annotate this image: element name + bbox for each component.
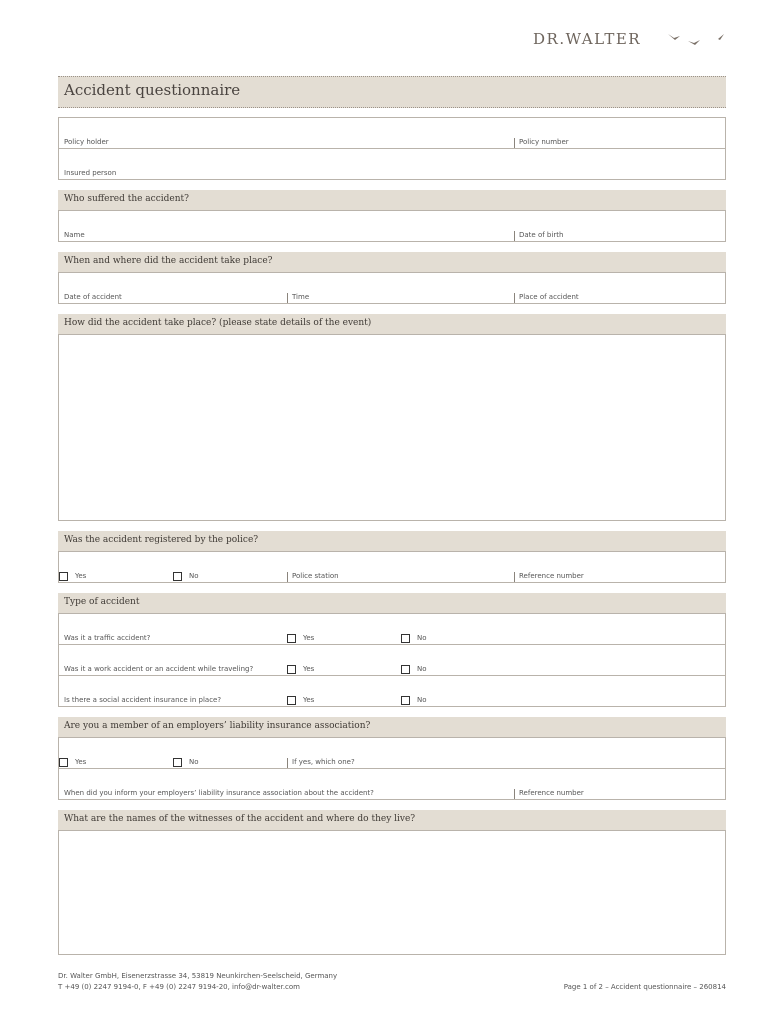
field-separator	[514, 572, 515, 582]
section-title-type: Type of accident	[64, 597, 140, 607]
social-insurance-question: Is there a social accident insurance in place?	[64, 696, 222, 704]
who-block	[58, 210, 726, 242]
employer-which-field[interactable]: If yes, which one?	[292, 758, 355, 766]
field-separator	[514, 138, 515, 148]
employer-yes-checkbox[interactable]	[59, 758, 68, 767]
employer-informed-date-field[interactable]: When did you inform your employers’ liability insurance association about the accident?	[64, 789, 374, 797]
police-no-label: No	[189, 572, 199, 580]
section-title-witnesses: What are the names of the witnesses of the accident and where do they live?	[64, 814, 416, 824]
work-yes-checkbox[interactable]	[287, 665, 296, 674]
accident-details-textarea[interactable]	[58, 334, 726, 521]
date-of-accident-field[interactable]: Date of accident	[64, 293, 122, 301]
social-no-label: No	[417, 696, 427, 704]
page-title: Accident questionnaire	[64, 81, 241, 99]
policy-holder-field[interactable]: Policy holder	[64, 138, 109, 146]
field-separator	[514, 789, 515, 799]
traffic-yes-label: Yes	[303, 634, 315, 642]
policy-number-field[interactable]: Policy number	[519, 138, 569, 146]
police-block	[58, 551, 726, 583]
divider	[58, 768, 726, 769]
section-title-who: Who suffered the accident?	[64, 194, 189, 204]
when-block	[58, 272, 726, 304]
time-field[interactable]: Time	[292, 293, 310, 301]
field-separator	[287, 758, 288, 768]
birds-icon	[666, 30, 728, 48]
insured-person-field[interactable]: Insured person	[64, 169, 117, 177]
place-of-accident-field[interactable]: Place of accident	[519, 293, 579, 301]
police-station-field[interactable]: Police station	[292, 572, 339, 580]
police-yes-label: Yes	[75, 572, 87, 580]
date-of-birth-field[interactable]: Date of birth	[519, 231, 564, 239]
field-separator	[514, 231, 515, 241]
traffic-no-checkbox[interactable]	[401, 634, 410, 643]
work-no-label: No	[417, 665, 427, 673]
divider	[58, 644, 726, 645]
employer-reference-field[interactable]: Reference number	[519, 789, 584, 797]
police-yes-checkbox[interactable]	[59, 572, 68, 581]
name-field[interactable]: Name	[64, 231, 85, 239]
social-no-checkbox[interactable]	[401, 696, 410, 705]
traffic-accident-question: Was it a traffic accident?	[64, 634, 151, 642]
field-separator	[514, 293, 515, 303]
employer-no-checkbox[interactable]	[173, 758, 182, 767]
section-header-type	[58, 593, 726, 613]
work-yes-label: Yes	[303, 665, 315, 673]
social-yes-label: Yes	[303, 696, 315, 704]
field-separator	[287, 572, 288, 582]
brand-logo-text: DR.WALTER	[533, 30, 642, 48]
employer-no-label: No	[189, 758, 199, 766]
traffic-no-label: No	[417, 634, 427, 642]
traffic-yes-checkbox[interactable]	[287, 634, 296, 643]
witnesses-textarea[interactable]	[58, 830, 726, 955]
footer-contact: T +49 (0) 2247 9194-0, F +49 (0) 2247 9194-20, info@dr-walter.com	[58, 983, 300, 991]
field-separator	[287, 293, 288, 303]
section-title-employer: Are you a member of an employers’ liability insurance association?	[64, 721, 371, 731]
section-title-police: Was the accident registered by the police?	[64, 535, 259, 545]
section-title-when: When and where did the accident take place?	[64, 256, 273, 266]
work-no-checkbox[interactable]	[401, 665, 410, 674]
section-title-how: How did the accident take place? (please state details of the event)	[64, 318, 372, 328]
social-yes-checkbox[interactable]	[287, 696, 296, 705]
type-block	[58, 613, 726, 707]
footer-page-info: Page 1 of 2 – Accident questionnaire – 260814	[563, 983, 726, 991]
employer-yes-label: Yes	[75, 758, 87, 766]
footer-address: Dr. Walter GmbH, Eisenerzstrasse 34, 53819 Neunkirchen-Seelscheid, Germany	[58, 972, 338, 980]
police-reference-field[interactable]: Reference number	[519, 572, 584, 580]
police-no-checkbox[interactable]	[173, 572, 182, 581]
divider	[58, 148, 726, 149]
work-accident-question: Was it a work accident or an accident while traveling?	[64, 665, 254, 673]
divider	[58, 675, 726, 676]
